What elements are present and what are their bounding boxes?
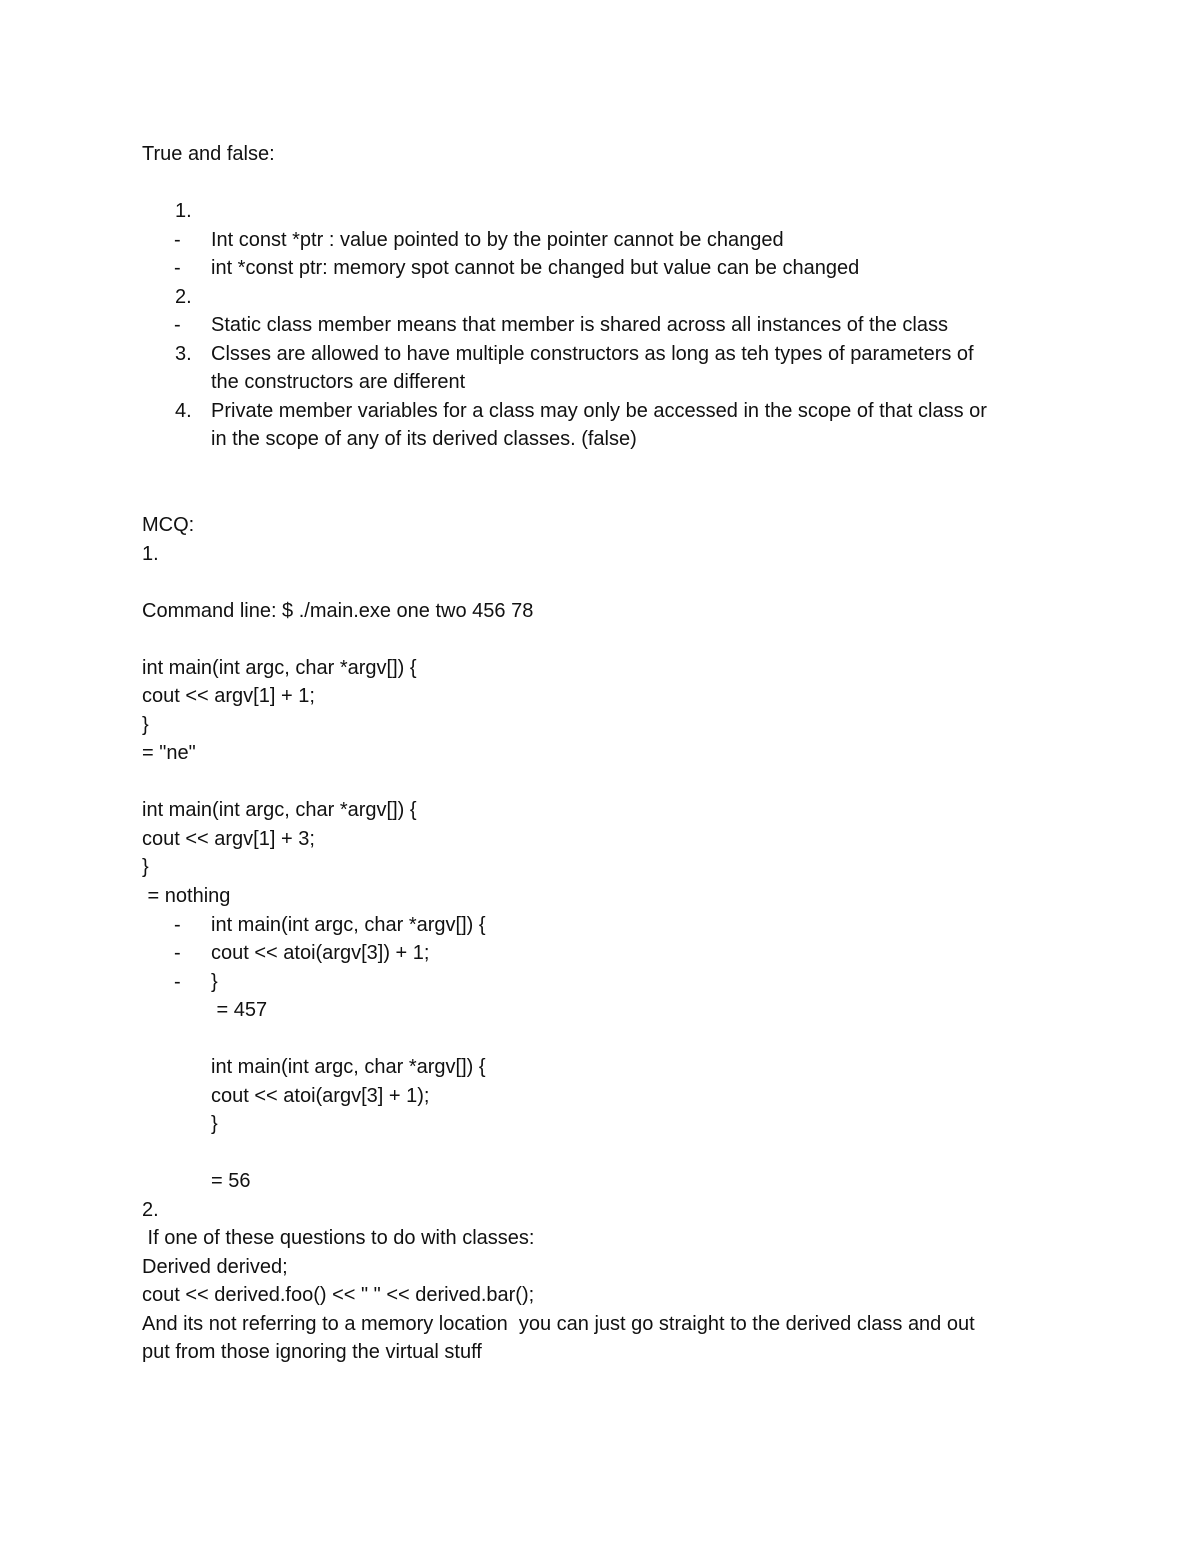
tf-q3-line-1: Clsses are allowed to have multiple constructors as long as teh types of parameters of [211,343,974,365]
mcq-q2-marker: 2. [142,1199,159,1221]
mcq-q2-line-3: cout << derived.foo() << " " << derived.bar(); [142,1284,535,1306]
mcq-q2-line-1: If one of these questions to do with classes: [142,1227,535,1249]
example-d-line-1: int main(int argc, char *argv[]) { [211,1056,486,1078]
tf-q1-bullet-2: int *const ptr: memory spot cannot be changed but value can be changed [211,257,860,279]
tf-q4-line-2: in the scope of any of its derived classes. (false) [211,428,637,450]
tf-q1-bullet-1: Int const *ptr : value pointed to by the pointer cannot be changed [211,229,784,251]
mcq-q2-line-2: Derived derived; [142,1256,288,1278]
example-b-line-2: cout << argv[1] + 3; [142,828,315,850]
bullet-dash: - [174,257,181,279]
tf-q3-marker: 3. [175,343,192,365]
tf-q1-marker: 1. [175,200,192,222]
example-c-result: = 457 [211,999,268,1021]
tf-q2-marker: 2. [175,286,192,308]
bullet-dash: - [174,314,181,336]
bullet-dash: - [174,971,181,993]
example-d-result: = 56 [211,1170,251,1192]
tf-q4-line-1: Private member variables for a class may only be accessed in the scope of that class or [211,400,987,422]
example-c-line-3: } [211,971,218,993]
command-line: Command line: $ ./main.exe one two 456 78 [142,600,534,622]
example-d-line-2: cout << atoi(argv[3] + 1); [211,1085,430,1107]
example-d-line-3: } [211,1113,218,1135]
tf-q2-bullet: Static class member means that member is shared across all instances of the class [211,314,948,336]
example-c-line-1: int main(int argc, char *argv[]) { [211,914,486,936]
mcq-q2-line-5: put from those ignoring the virtual stuff [142,1341,482,1363]
bullet-dash: - [174,229,181,251]
tf-q3-line-2: the constructors are different [211,371,466,393]
bullet-dash: - [174,942,181,964]
example-b-result: = nothing [142,885,231,907]
mcq-q1-marker: 1. [142,543,159,565]
true-false-heading: True and false: [142,143,275,165]
example-b-line-3: } [142,856,149,878]
example-a-line-2: cout << argv[1] + 1; [142,685,315,707]
mcq-q2-line-4: And its not referring to a memory location you can just go straight to the derived class and out [142,1313,975,1335]
example-c-line-2: cout << atoi(argv[3]) + 1; [211,942,430,964]
example-a-result: = "ne" [142,742,196,764]
bullet-dash: - [174,914,181,936]
example-a-line-1: int main(int argc, char *argv[]) { [142,657,417,679]
mcq-heading: MCQ: [142,514,195,536]
example-b-line-1: int main(int argc, char *argv[]) { [142,799,417,821]
tf-q4-marker: 4. [175,400,192,422]
example-a-line-3: } [142,714,149,736]
